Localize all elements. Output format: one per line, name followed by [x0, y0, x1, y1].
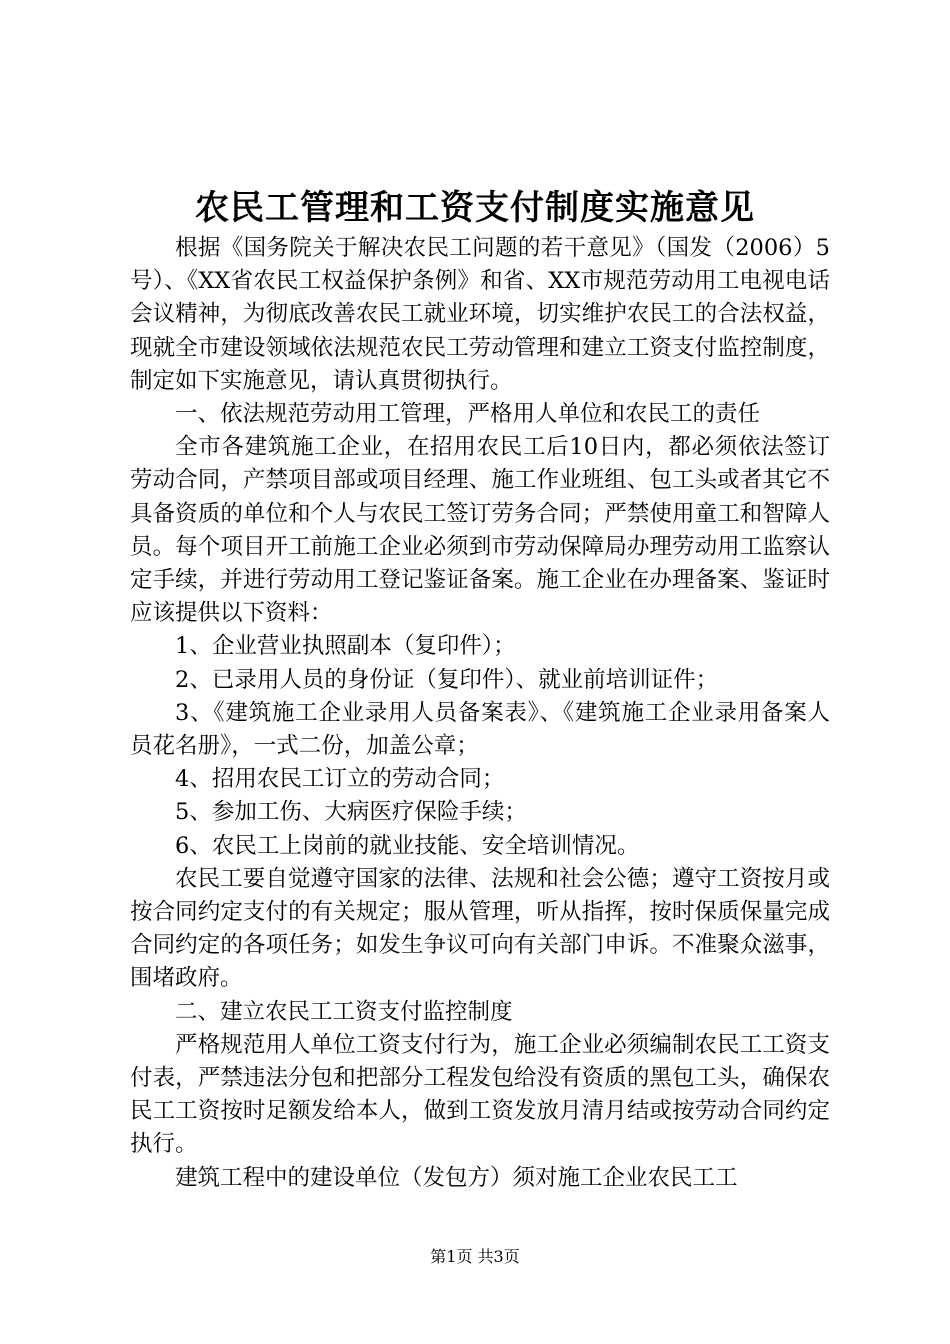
document-title: 农民工管理和工资支付制度实施意见: [195, 188, 755, 228]
paragraph-wage-payment: 严格规范用人单位工资支付行为，施工企业必须编制农民工工资支付表，严禁违法分包和把部分工程发包给没有资质的黑包工头，确保农民工工资按时足额发给本人，做到工资发放月清月结或按劳动合同约定执行。: [130, 1031, 830, 1158]
paragraph-construction-unit: 建筑工程中的建设单位（发包方）须对施工企业农民工工: [175, 1164, 738, 1191]
list-item-2: 2、已录用人员的身份证（复印件）、就业前培训证件；: [175, 666, 719, 693]
page-footer: 第1页 共3页: [430, 1247, 520, 1266]
paragraph-intro: 根据《国务院关于解决农民工问题的若干意见》（国发（2006）5号）、《XX省农民工权益保护条例》和省、XX市规范劳动用工电视电话会议精神，为彻底改善农民工就业环境，切实维护农民工的合法权益，现就全市建设领域依法规范农民工劳动管理和建立工资支付监控制度，制定如下实施意见，请认真贯彻执行。: [130, 235, 830, 394]
list-item-1: 1、企业营业执照副本（复印件）；: [175, 633, 516, 660]
section-heading-1: 一、依法规范劳动用工管理，严格用人单位和农民工的责任: [175, 401, 761, 428]
paragraph-worker-duties: 农民工要自觉遵守国家的法律、法规和社会公德；遵守工资按月或按合同约定支付的有关规定；服从管理，听从指挥，按时保质保量完成合同约定的各项任务；如发生争议可向有关部门申诉。不准聚众滋事，围堵政府。: [130, 865, 830, 992]
section-heading-2: 二、建立农民工工资支付监控制度: [175, 998, 513, 1025]
list-item-3: 3、《建筑施工企业录用人员备案表》、《建筑施工企业录用备案人员花名册》，一式二份，加盖公章；: [130, 699, 830, 760]
list-item-4: 4、招用农民工订立的劳动合同；: [175, 766, 505, 793]
document-body: [130, 232, 830, 1195]
list-item-6: 6、农民工上岗前的就业技能、安全培训情况。: [175, 832, 640, 859]
paragraph-labor-contract: 全市各建筑施工企业，在招用农民工后10日内，都必须依法签订劳动合同，产禁项目部或项目经理、施工作业班组、包工头或者其它不具备资质的单位和个人与农民工签订劳务合同；严禁使用童工和智障人员。每个项目开工前施工企业必须到市劳动保障局办理劳动用工监察认定手续，并进行劳动用工登记鉴证备案。施工企业在办理备案、鉴证时应该提供以下资料：: [130, 434, 830, 627]
list-item-5: 5、参加工伤、大病医疗保险手续；: [175, 799, 527, 826]
